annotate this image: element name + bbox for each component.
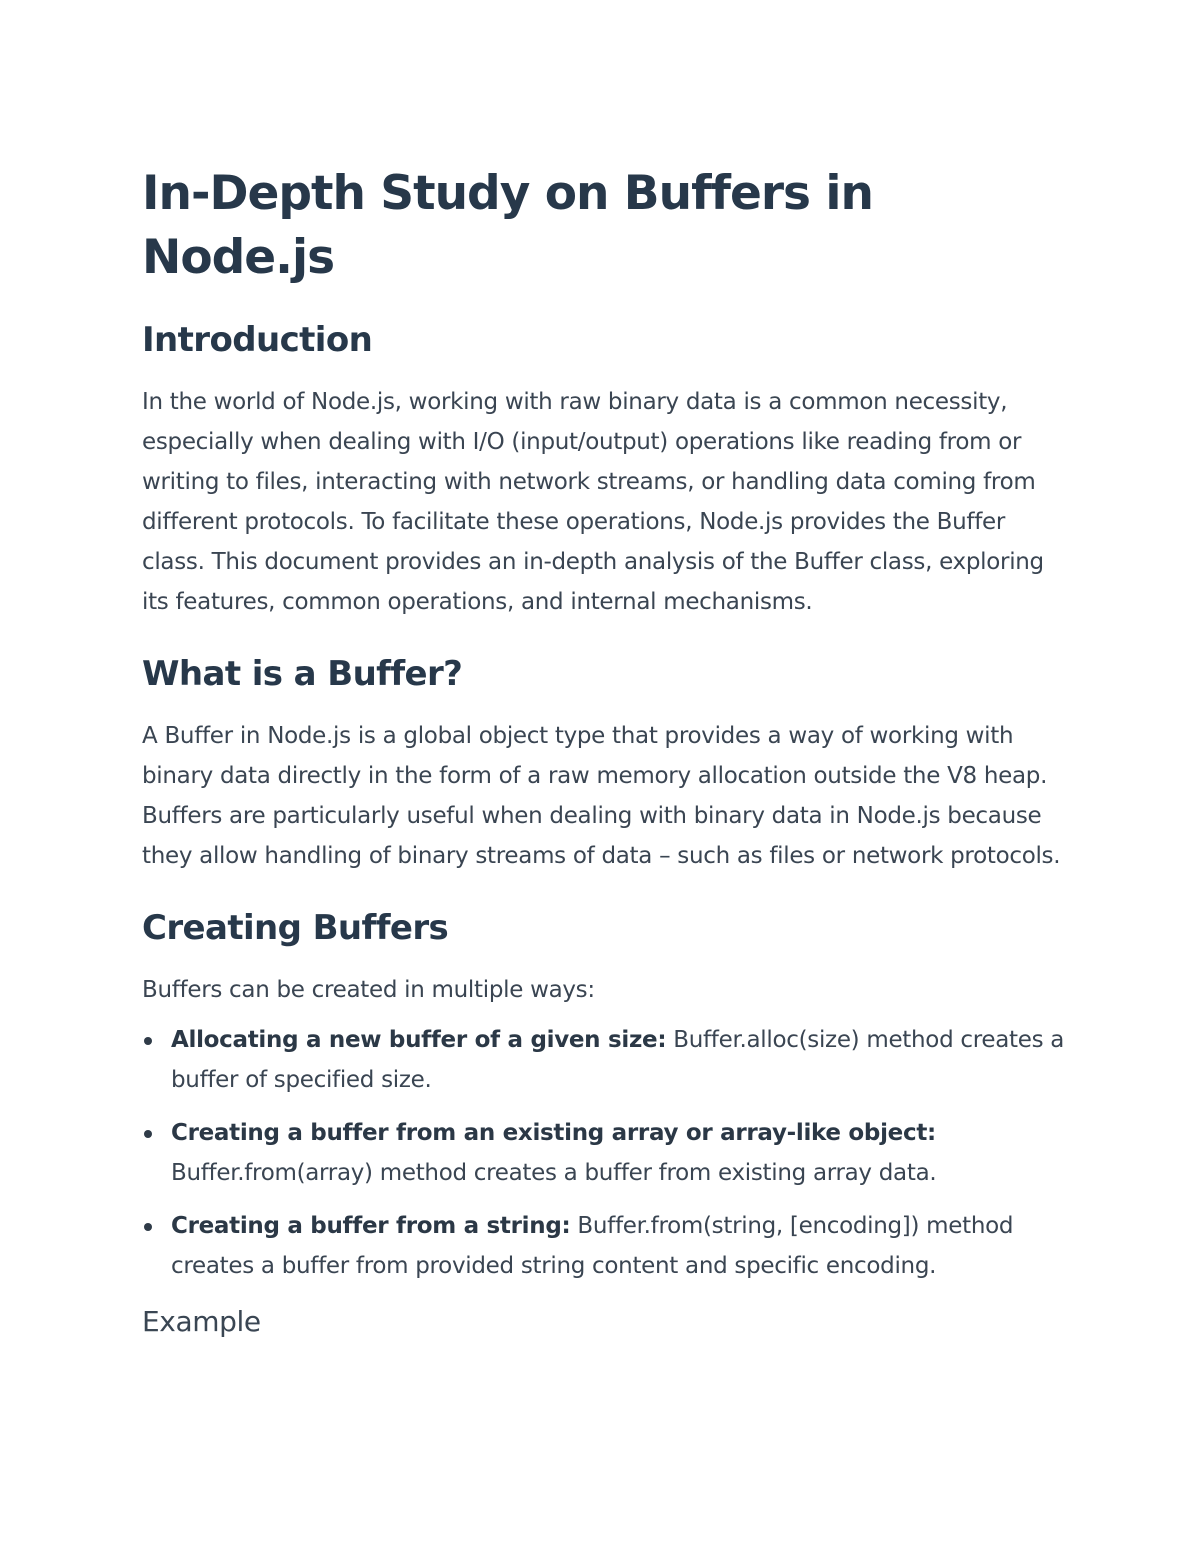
introduction-heading: Introduction bbox=[142, 320, 373, 360]
list-item-bold: Creating a buffer from an existing array or array-like object: bbox=[171, 1120, 936, 1146]
bullet-icon bbox=[144, 1223, 152, 1231]
list-item-text: Buffer.alloc(size) method creates a buffer of specified size. bbox=[171, 1027, 1065, 1093]
list-item-bold: Creating a buffer from a string: bbox=[171, 1213, 571, 1239]
what-is-buffer-heading: What is a Buffer? bbox=[142, 654, 463, 694]
document-page bbox=[142, 162, 1072, 1342]
creating-buffers-intro: Buffers can be created in multiple ways: bbox=[142, 977, 595, 1003]
document-title: In-Depth Study on Buffers in Node.js bbox=[142, 166, 873, 285]
list-item bbox=[142, 1206, 1072, 1286]
bullet-icon bbox=[144, 1130, 152, 1138]
creation-methods-list bbox=[142, 1020, 1072, 1286]
creating-buffers-heading: Creating Buffers bbox=[142, 908, 449, 948]
list-item bbox=[142, 1113, 1072, 1193]
example-heading: Example bbox=[142, 1305, 261, 1338]
list-item-text: Buffer.from(array) method creates a buffer from existing array data. bbox=[171, 1160, 937, 1186]
list-item bbox=[142, 1020, 1072, 1100]
bullet-icon bbox=[144, 1037, 152, 1045]
list-item-bold: Allocating a new buffer of a given size: bbox=[171, 1027, 667, 1053]
what-is-buffer-paragraph: A Buffer in Node.js is a global object type that provides a way of working with binary data directly in the form of a raw memory allocation outside the V8 heap. Buffers are particularly useful when dealing with binary data in Node.js because they allow handling of binary streams of data – such as files or network protocols. bbox=[142, 723, 1061, 869]
introduction-paragraph: In the world of Node.js, working with raw binary data is a common necessity, especially when dealing with I/O (input/output) operations like reading from or writing to files, interacting with network streams, or handling data coming from different protocols. To facilitate these operations, Node.js provides the Buffer class. This document provides an in-depth analysis of the Buffer class, exploring its features, common operations, and internal mechanisms. bbox=[142, 389, 1044, 615]
list-item-text: Buffer.from(string, [encoding]) method creates a buffer from provided string content and specific encoding. bbox=[171, 1213, 1014, 1279]
